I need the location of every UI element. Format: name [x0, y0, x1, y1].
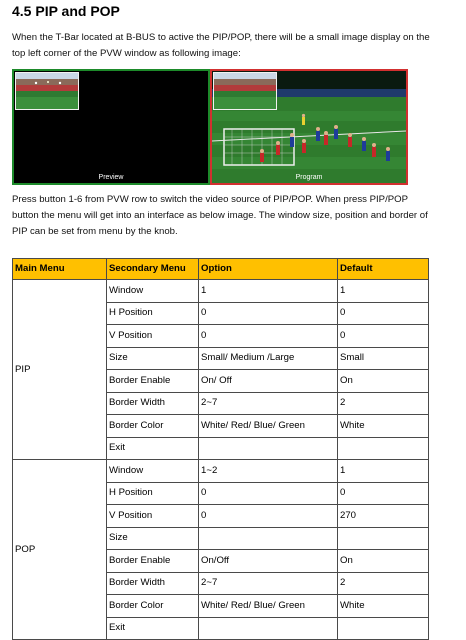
option-cell	[199, 617, 338, 640]
program-label: Program	[295, 174, 323, 181]
header-default: Default	[338, 259, 429, 280]
option-cell: 0	[199, 302, 338, 325]
program-monitor	[210, 69, 408, 185]
option-cell: 1~2	[199, 460, 338, 483]
secondary-menu-cell: Window	[107, 280, 199, 303]
instructions-paragraph: Press button 1-6 from PVW row to switch the video source of PIP/POP. When press PIP/POP button the menu will get into an interface as below image. The window size, position and border of PIP can be set from menu by the knob.	[12, 194, 428, 237]
default-cell: White	[338, 415, 429, 438]
secondary-menu-cell: H Position	[107, 482, 199, 505]
default-cell: 2	[338, 572, 429, 595]
table-row	[13, 460, 429, 483]
secondary-menu-cell: Size	[107, 527, 199, 550]
option-cell: On/ Off	[199, 370, 338, 393]
secondary-menu-cell: Border Width	[107, 572, 199, 595]
main-menu-cell: PIP	[13, 280, 107, 460]
default-cell	[338, 437, 429, 460]
option-cell: White/ Red/ Blue/ Green	[199, 595, 338, 618]
default-cell: 1	[338, 280, 429, 303]
option-cell: 2~7	[199, 572, 338, 595]
option-cell: White/ Red/ Blue/ Green	[199, 415, 338, 438]
secondary-menu-cell: Border Enable	[107, 550, 199, 573]
default-cell: Small	[338, 347, 429, 370]
option-cell: On/Off	[199, 550, 338, 573]
secondary-menu-cell: Border Enable	[107, 370, 199, 393]
preview-monitor	[12, 69, 210, 185]
secondary-menu-cell: Border Color	[107, 415, 199, 438]
table-header-row	[13, 259, 429, 280]
default-cell: 270	[338, 505, 429, 528]
secondary-menu-cell: Exit	[107, 617, 199, 640]
option-cell: 0	[199, 505, 338, 528]
default-cell: On	[338, 550, 429, 573]
default-cell: 1	[338, 460, 429, 483]
default-cell	[338, 617, 429, 640]
pip-thumbnail	[15, 72, 79, 110]
table-body	[13, 280, 429, 640]
header-main-menu: Main Menu	[13, 259, 107, 280]
option-cell: 1	[199, 280, 338, 303]
header-secondary-menu: Secondary Menu	[107, 259, 199, 280]
section-title: 4.5 PIP and POP	[12, 3, 120, 19]
intro-paragraph: When the T-Bar located at B-BUS to active the PIP/POP, there will be a small image display on the top left corner of the PVW window as following image:	[12, 32, 430, 59]
pip-pop-menu-table	[12, 258, 429, 640]
option-cell: 0	[199, 325, 338, 348]
default-cell: 0	[338, 482, 429, 505]
main-menu-cell: POP	[13, 460, 107, 640]
default-cell	[338, 527, 429, 550]
secondary-menu-cell: V Position	[107, 505, 199, 528]
secondary-menu-cell: Size	[107, 347, 199, 370]
option-cell	[199, 437, 338, 460]
pip-thumbnail-program	[213, 72, 277, 110]
secondary-menu-cell: Border Color	[107, 595, 199, 618]
option-cell	[199, 527, 338, 550]
default-cell: 2	[338, 392, 429, 415]
default-cell: White	[338, 595, 429, 618]
option-cell: 2~7	[199, 392, 338, 415]
secondary-menu-cell: Window	[107, 460, 199, 483]
secondary-menu-cell: Exit	[107, 437, 199, 460]
option-cell: 0	[199, 482, 338, 505]
default-cell: 0	[338, 302, 429, 325]
preview-label: Preview	[98, 174, 124, 181]
header-option: Option	[199, 259, 338, 280]
option-cell: Small/ Medium /Large	[199, 347, 338, 370]
default-cell: On	[338, 370, 429, 393]
secondary-menu-cell: Border Width	[107, 392, 199, 415]
secondary-menu-cell: H Position	[107, 302, 199, 325]
secondary-menu-cell: V Position	[107, 325, 199, 348]
default-cell: 0	[338, 325, 429, 348]
monitor-illustration	[12, 69, 437, 185]
table-row	[13, 280, 429, 303]
